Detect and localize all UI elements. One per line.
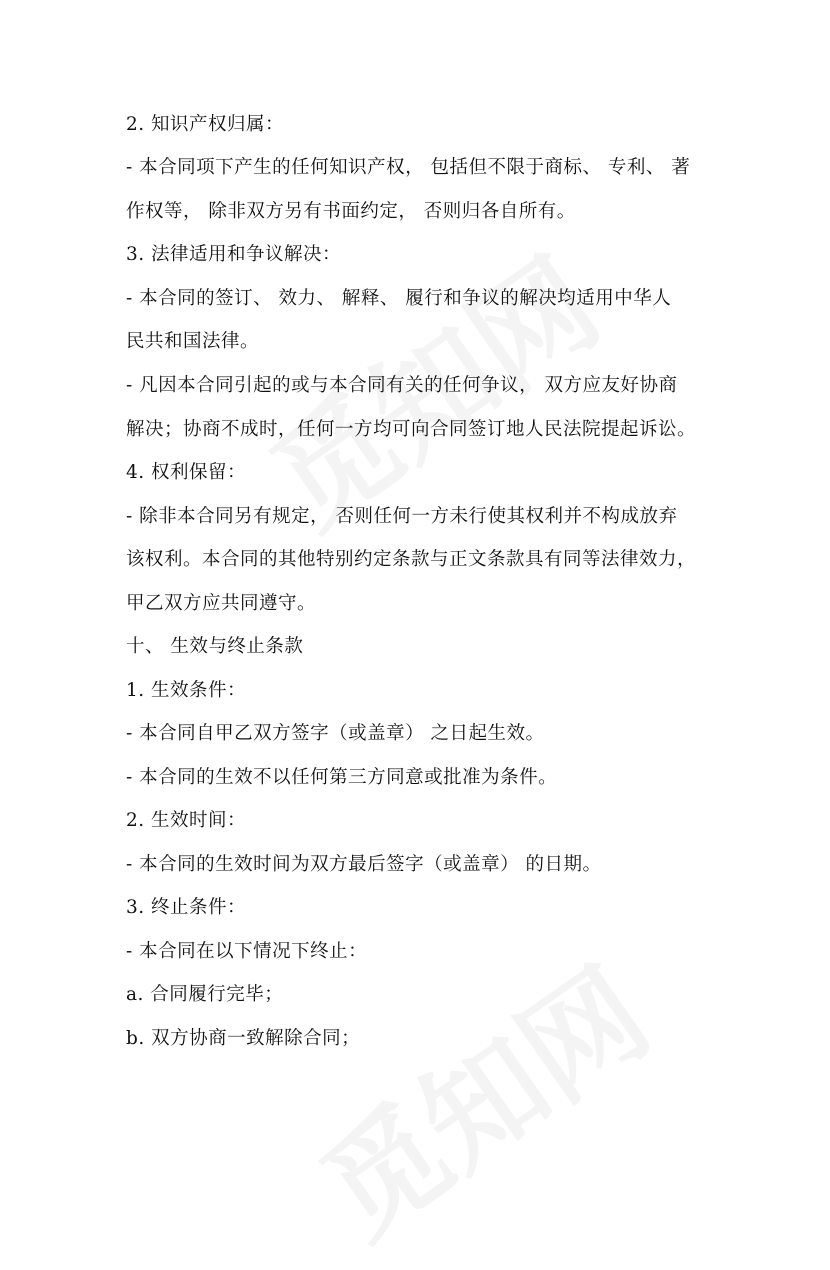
paragraph-line: 民共和国法律。 xyxy=(126,331,260,352)
paragraph-line: - 本合同的生效时间为双方最后签字（或盖章） 的日期。 xyxy=(126,854,602,875)
list-item: b. 双方协商一致解除合同； xyxy=(126,1028,361,1049)
paragraph-line: - 本合同自甲乙双方签字（或盖章） 之日起生效。 xyxy=(126,723,545,744)
paragraph-line: 解决；协商不成时，任何一方均可向合同签订地人民法院提起诉讼。 xyxy=(126,419,697,440)
paragraph-line: 该权利。本合同的其他特别约定条款与正文条款具有同等法律效力， xyxy=(126,549,697,570)
paragraph-line: - 凡因本合同引起的或与本合同有关的任何争议， 双方应友好协商 xyxy=(126,375,678,396)
paragraph-line: - 本合同在以下情况下终止： xyxy=(126,941,368,962)
paragraph-line: 甲乙双方应共同遵守。 xyxy=(126,593,317,614)
section-heading-effect-time: 2. 生效时间： xyxy=(126,810,247,831)
paragraph-line: - 除非本合同另有规定， 否则任何一方未行使其权利并不构成放弃 xyxy=(126,506,678,527)
section-heading-rights: 4. 权利保留： xyxy=(126,462,247,483)
list-item: a. 合同履行完毕； xyxy=(126,984,284,1005)
watermark xyxy=(283,922,677,1269)
section-heading-termination: 3. 终止条件： xyxy=(126,897,247,918)
section-heading-effect-condition: 1. 生效条件： xyxy=(126,680,247,701)
section-heading-law: 3. 法律适用和争议解决： xyxy=(126,244,342,265)
paragraph-line: - 本合同的签订、 效力、 解释、 履行和争议的解决均适用中华人 xyxy=(126,288,672,309)
paragraph-line: - 本合同的生效不以任何第三方同意或批准为条件。 xyxy=(126,767,558,788)
paragraph-line: 作权等， 除非双方另有书面约定， 否则归各自所有。 xyxy=(126,201,576,222)
chapter-heading: 十、 生效与终止条款 xyxy=(126,636,304,657)
paragraph-line: - 本合同项下产生的任何知识产权， 包括但不限于商标、 专利、 著 xyxy=(126,157,691,178)
section-heading-ip: 2. 知识产权归属： xyxy=(126,114,285,135)
